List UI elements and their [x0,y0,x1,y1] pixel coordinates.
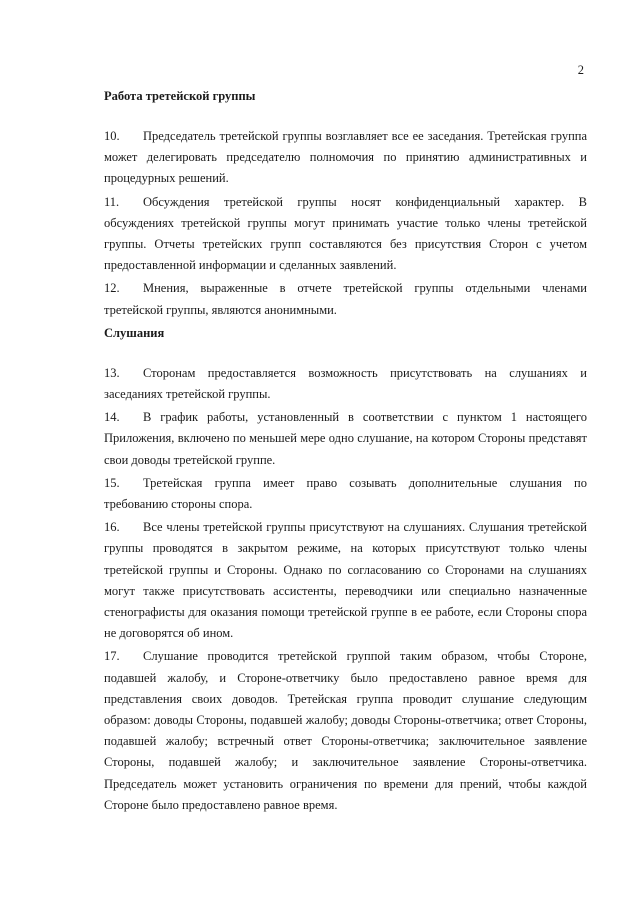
paragraph-text: Сторонам предоставляется возможность присутствовать на слушаниях и заседаниях третейской группы. [104,365,587,402]
paragraph-text: В график работы, установленный в соответствии с пунктом 1 настоящего Приложения, включено по меньшей мере одно слушание, на котором Стороны представят свои доводы третейской группе. [104,410,587,467]
paragraph-13 [104,363,587,405]
paragraph-number: 16. [104,520,120,535]
paragraph-text: Мнения, выраженные в отчете третейской группы отдельными членами третейской группы, являются анонимными. [104,281,587,317]
paragraph-number: 11. [104,194,120,209]
document-body [104,86,587,818]
paragraph-text: Председатель третейской группы возглавляет все ее заседания. Третейская группа может делегировать председателю полномочия по принятию административных и процедурных решений. [104,129,587,186]
paragraph-17 [104,646,587,816]
paragraph-text: Все члены третейской группы присутствуют на слушаниях. Слушания третейской группы проводятся в закрытом режиме, на которых присутствуют только члены третейской группы и Стороны. Однако по согласованию со Сторонами на слушаниях могут также присутствовать ассистенты, переводчики или специально назначенные стенографисты для оказания помощи третейской группе в ее работе, если Стороны спора не договорятся об ином. [104,520,587,641]
paragraph-text: Обсуждения третейской группы носят конфиденциальный характер. В обсуждениях третейской группы могут принимать участие только члены третейской группы. Отчеты третейских групп составляются без присутствия Сторон с учетом предоставленной информации и сделанных заявлений. [104,194,587,273]
paragraph-14 [104,407,587,471]
paragraph-number: 13. [104,365,120,380]
paragraph-number: 14. [104,410,120,425]
page-number: 2 [577,63,584,77]
paragraph-text: Третейская группа имеет право созывать дополнительные слушания по требованию стороны спора. [104,475,587,512]
paragraph-number: 12. [104,281,120,296]
paragraph-15 [104,473,587,515]
paragraph-10 [104,126,587,190]
section-heading-hearings: Слушания [104,325,165,340]
paragraph-number: 10. [104,129,120,143]
paragraph-number: 15. [104,475,120,490]
paragraph-number: 17. [104,649,120,664]
paragraph-11 [104,192,587,277]
paragraph-text: Слушание проводится третейской группой таким образом, чтобы Стороне, подавшей жалобу, и Стороне-ответчику было предоставлено равное время для представления своих доводов. Третейская группа проводит слушание следующим образом: доводы Стороны, подавшей жалобу; доводы Стороны-ответчика; ответ Стороны, подавшей жалобу; встречный ответ Стороны-ответчика; заключительное заявление Стороны, подавшей жалобу; и заключительное заявление Стороны-ответчика. Председатель может установить ограничения по времени для прений, чтобы каждой Стороне было предоставлено равное время. [104,649,587,812]
section-heading-panel-work: Работа третейской группы [104,89,256,103]
paragraph-12 [104,278,587,320]
paragraph-16 [104,517,587,644]
